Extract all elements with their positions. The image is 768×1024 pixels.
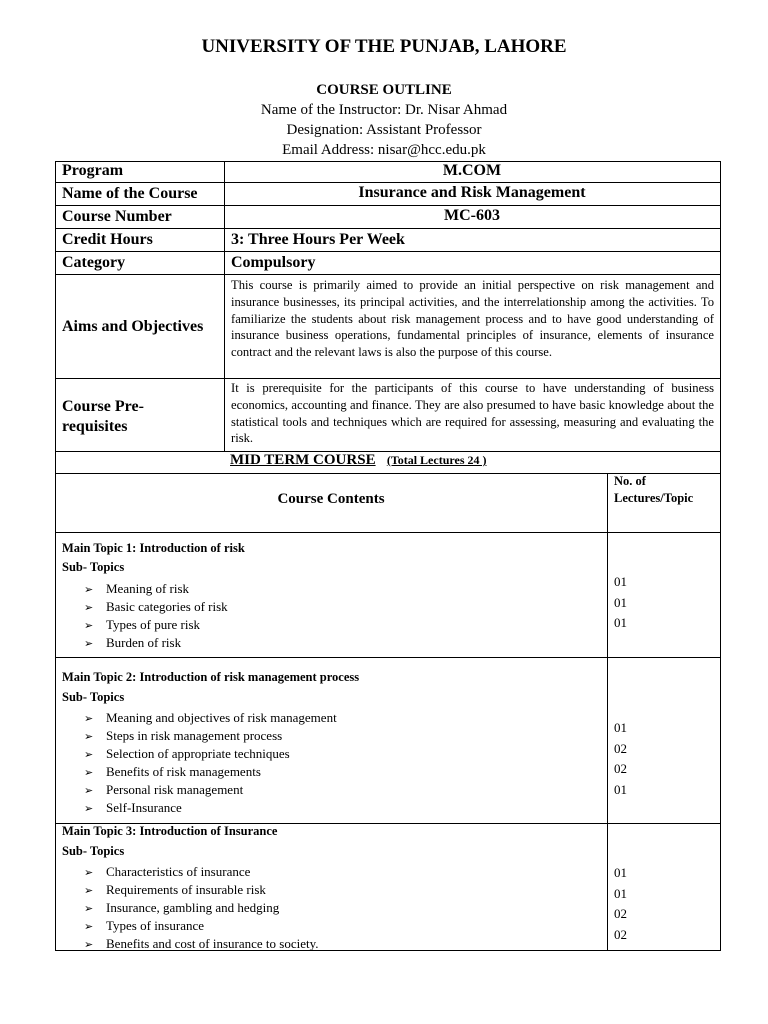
topic-1-items	[84, 580, 228, 652]
arrow-bullet-icon: ➢	[84, 866, 94, 879]
table-divider-lectures	[607, 473, 608, 950]
list-item: ➢ Benefits and cost of insurance to society.	[84, 936, 319, 951]
arrow-bullet-icon: ➢	[84, 730, 94, 743]
arrow-bullet-icon: ➢	[84, 938, 94, 951]
row-line	[55, 205, 721, 206]
row-line	[55, 274, 721, 275]
row-line	[55, 228, 721, 229]
arrow-bullet-icon: ➢	[84, 601, 94, 614]
mid-term-label: MID TERM COURSE	[230, 452, 376, 468]
row-line	[55, 532, 721, 533]
topic-1-sub-label: Sub- Topics	[62, 560, 125, 574]
arrow-bullet-icon: ➢	[84, 748, 94, 761]
university-title: UNIVERSITY OF THE PUNJAB, LAHORE	[201, 36, 567, 57]
table-border-right	[720, 161, 721, 950]
course-number-value: MC-603	[444, 207, 500, 224]
arrow-bullet-icon: ➢	[84, 784, 94, 797]
lectures-header-line2: Lectures/Topic	[614, 491, 694, 505]
table-border-left	[55, 161, 56, 950]
program-label: Program	[62, 162, 124, 179]
arrow-bullet-icon: ➢	[84, 637, 94, 650]
credit-hours-label: Credit Hours	[62, 231, 153, 248]
lecture-count: 01	[614, 615, 627, 631]
course-name-label: Name of the Course	[62, 185, 198, 202]
lectures-header-line1: No. of	[614, 474, 646, 488]
list-item: ➢ Insurance, gambling and hedging	[84, 900, 280, 915]
list-item: ➢ Selection of appropriate techniques	[84, 746, 290, 761]
prereq-label	[62, 397, 144, 437]
list-item: ➢ Burden of risk	[84, 635, 182, 650]
course-number-label: Course Number	[62, 208, 172, 225]
instructor-email: Email Address: nisar@hcc.edu.pk	[282, 142, 486, 158]
list-item: ➢ Benefits of risk managements	[84, 764, 261, 779]
lecture-count: 01	[614, 594, 627, 610]
course-name-value: Insurance and Risk Management	[358, 184, 586, 201]
lecture-count: 02	[614, 927, 627, 943]
category-label: Category	[62, 254, 126, 271]
arrow-bullet-icon: ➢	[84, 902, 94, 915]
total-lectures: (Total Lectures 24 )	[386, 453, 487, 467]
course-outline-heading: COURSE OUTLINE	[316, 82, 452, 98]
row-line	[55, 378, 721, 379]
topic-2-sub-label: Sub- Topics	[62, 690, 125, 704]
lecture-count: 01	[614, 720, 627, 735]
row-line	[55, 251, 721, 252]
course-contents-header: Course Contents	[277, 491, 385, 507]
topic-3-items	[84, 863, 319, 953]
topic-3-title: Main Topic 3: Introduction of Insurance	[62, 824, 278, 838]
lecture-count: 02	[614, 906, 627, 922]
prereq-label-line1: Course Pre-	[62, 398, 144, 415]
arrow-bullet-icon: ➢	[84, 920, 94, 933]
aims-text: This course is primarily aimed to provide an initial perspective on risk management and insurance businesses, its principal activities, and the interrelationship among the activities. To familiarize the students about risk management process and to have good understanding of insurance business operations, fundamental principles of insurance, elements of insurance contract and the relevant laws is also the purpose of this course.	[231, 278, 714, 360]
lecture-count: 02	[614, 740, 627, 756]
lecture-count: 01	[614, 885, 627, 901]
credit-hours-value: 3: Three Hours Per Week	[231, 231, 405, 248]
arrow-bullet-icon: ➢	[84, 802, 94, 815]
aims-label: Aims and Objectives	[62, 318, 204, 335]
topic-1-lectures	[614, 572, 627, 634]
mid-term-heading	[230, 452, 486, 469]
row-line	[55, 657, 721, 658]
topic-3-sub-label: Sub- Topics	[62, 844, 125, 858]
lectures-header	[614, 473, 693, 507]
instructor-name: Name of the Instructor: Dr. Nisar Ahmad	[260, 102, 508, 118]
instructor-designation: Designation: Assistant Professor	[286, 122, 482, 138]
list-item: ➢ Self-Insurance	[84, 800, 182, 815]
lecture-count: 01	[614, 574, 627, 589]
arrow-bullet-icon: ➢	[84, 583, 94, 596]
prereq-label-line2: requisites	[62, 418, 128, 435]
topic-2-title: Main Topic 2: Introduction of risk management process	[62, 670, 360, 684]
lecture-count: 01	[614, 865, 627, 880]
arrow-bullet-icon: ➢	[84, 619, 94, 632]
topic-2-items	[84, 709, 337, 817]
list-item: ➢ Requirements of insurable risk	[84, 882, 266, 897]
topic-1-title: Main Topic 1: Introduction of risk	[62, 541, 245, 555]
arrow-bullet-icon: ➢	[84, 766, 94, 779]
list-item: ➢ Characteristics of insurance	[84, 864, 251, 879]
program-value: M.COM	[442, 162, 502, 179]
list-item: ➢ Meaning and objectives of risk management	[84, 710, 337, 725]
lecture-count: 01	[614, 782, 627, 798]
row-line	[55, 182, 721, 183]
topic-3-lectures	[614, 863, 627, 946]
list-item: ➢ Types of insurance	[84, 918, 205, 933]
list-item: ➢ Types of pure risk	[84, 617, 201, 632]
category-value: Compulsory	[231, 254, 316, 271]
arrow-bullet-icon: ➢	[84, 884, 94, 897]
list-item: ➢ Meaning of risk	[84, 581, 190, 596]
topic-2-lectures	[614, 718, 627, 801]
list-item: ➢ Steps in risk management process	[84, 728, 283, 743]
prereq-text: It is prerequisite for the participants of this course to have understanding of business economics, accounting and finance. They are also presumed to have basic knowledge about the statistical tools and techniques which are required for assessing, measuring and evaluating the risk.	[231, 381, 714, 446]
arrow-bullet-icon: ➢	[84, 712, 94, 725]
lecture-count: 02	[614, 761, 627, 777]
list-item: ➢ Basic categories of risk	[84, 599, 228, 614]
list-item: ➢ Personal risk management	[84, 782, 244, 797]
